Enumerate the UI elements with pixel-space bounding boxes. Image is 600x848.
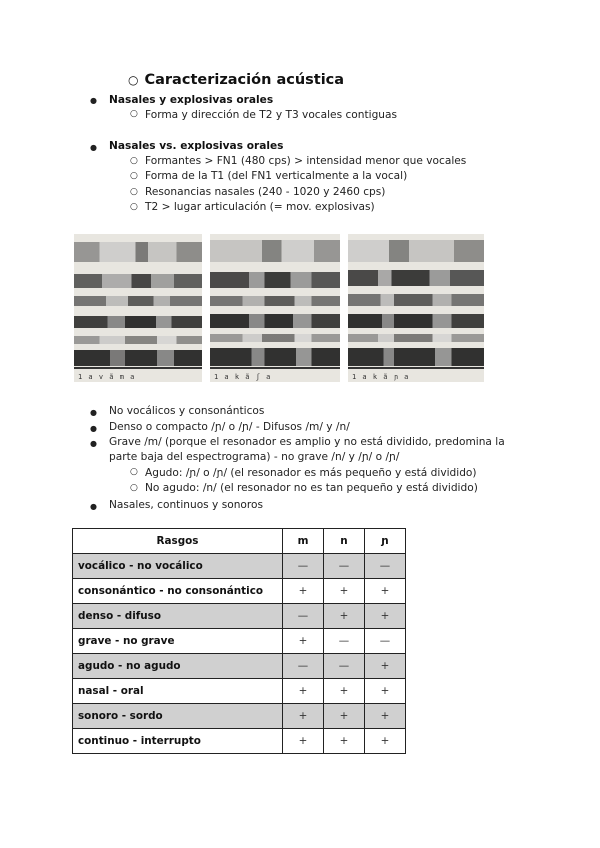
list-item: No vocálicos y consonánticos <box>109 405 265 417</box>
list-item: Nasales, continuos y sonoros <box>109 499 264 511</box>
feature-cell: vocálico - no vocálico <box>73 554 283 579</box>
section2-item: Resonancias nasales (240 - 1020 y 2460 cps) <box>145 186 386 198</box>
bullet-icon: ● <box>90 408 97 417</box>
list-item-continuation: parte baja del espectrograma) - no grave /n/ y /ɲ/ o /ɲ/ <box>109 451 400 463</box>
features-table <box>72 528 406 754</box>
value-cell: — <box>324 554 365 579</box>
spectrogram-caption: 1 a v ã m a <box>78 373 136 381</box>
table-row <box>73 729 406 754</box>
value-cell: + <box>324 604 365 629</box>
value-cell: + <box>324 679 365 704</box>
circle-bullet-icon: ○ <box>130 483 138 493</box>
value-cell: + <box>324 579 365 604</box>
value-cell: + <box>283 629 324 654</box>
value-cell: — <box>365 554 406 579</box>
section2-item: T2 > lugar articulación (= mov. explosivas) <box>145 201 375 213</box>
table-row <box>73 579 406 604</box>
table-header: Rasgos <box>73 529 283 554</box>
circle-bullet-icon: ○ <box>130 202 138 212</box>
sub-list-item: Agudo: /ɲ/ o /ɲ/ (el resonador es más pequeño y está dividido) <box>145 467 477 479</box>
spectrogram-image <box>74 234 202 382</box>
bullet-icon: ● <box>90 502 97 511</box>
bullet-icon: ● <box>90 96 97 105</box>
value-cell: + <box>283 729 324 754</box>
spectrogram-caption: 1 a k ã ɲ a <box>352 373 410 381</box>
value-cell: + <box>365 704 406 729</box>
value-cell: + <box>283 679 324 704</box>
circle-bullet-icon: ○ <box>130 187 138 197</box>
value-cell: + <box>324 704 365 729</box>
feature-cell: consonántico - no consonántico <box>73 579 283 604</box>
spectrogram-caption: 1 a k ã ʃ a <box>214 373 272 381</box>
section2-item: Forma de la T1 (del FN1 verticalmente a la vocal) <box>145 170 408 182</box>
feature-cell: nasal - oral <box>73 679 283 704</box>
value-cell: — <box>283 604 324 629</box>
table-row <box>73 704 406 729</box>
value-cell: — <box>324 654 365 679</box>
value-cell: + <box>365 654 406 679</box>
feature-cell: grave - no grave <box>73 629 283 654</box>
table-header: ɲ <box>365 529 406 554</box>
bullet-icon: ● <box>90 439 97 448</box>
feature-cell: continuo - interrupto <box>73 729 283 754</box>
value-cell: — <box>365 629 406 654</box>
table-row <box>73 554 406 579</box>
value-cell: + <box>365 579 406 604</box>
section-heading: ○ Caracterización acústica <box>128 72 345 88</box>
list-item: Denso o compacto /ɲ/ o /ɲ/ - Difusos /m/ y /n/ <box>109 421 350 433</box>
value-cell: + <box>365 729 406 754</box>
circle-bullet-icon: ○ <box>130 171 138 181</box>
section2-title: Nasales vs. explosivas orales <box>109 140 284 152</box>
feature-cell: sonoro - sordo <box>73 704 283 729</box>
spectrogram-image <box>348 234 484 382</box>
table-header-row <box>73 529 406 554</box>
table-header: n <box>324 529 365 554</box>
feature-cell: agudo - no agudo <box>73 654 283 679</box>
circle-bullet-icon: ○ <box>130 156 138 166</box>
sub-list-item: No agudo: /n/ (el resonador no es tan pequeño y está dividido) <box>145 482 478 494</box>
section1-item: Forma y dirección de T2 y T3 vocales contiguas <box>145 109 398 121</box>
bullet-icon: ● <box>90 143 97 152</box>
list-item: Grave /m/ (porque el resonador es amplio y no está dividido, predomina la <box>109 436 505 448</box>
section2-item: Formantes > FN1 (480 cps) > intensidad menor que vocales <box>145 155 467 167</box>
bullet-icon: ● <box>90 424 97 433</box>
value-cell: + <box>324 729 365 754</box>
spectrogram-image <box>210 234 340 382</box>
value-cell: — <box>283 654 324 679</box>
table-row <box>73 604 406 629</box>
value-cell: — <box>324 629 365 654</box>
circle-bullet-icon: ○ <box>128 73 139 87</box>
feature-cell: denso - difuso <box>73 604 283 629</box>
value-cell: + <box>365 604 406 629</box>
value-cell: — <box>283 554 324 579</box>
value-cell: + <box>283 579 324 604</box>
table-row <box>73 679 406 704</box>
table-header: m <box>283 529 324 554</box>
value-cell: + <box>283 704 324 729</box>
section1-title: Nasales y explosivas orales <box>109 94 274 106</box>
table-row <box>73 629 406 654</box>
value-cell: + <box>365 679 406 704</box>
circle-bullet-icon: ○ <box>130 467 138 477</box>
circle-bullet-icon: ○ <box>130 109 138 119</box>
table-row <box>73 654 406 679</box>
